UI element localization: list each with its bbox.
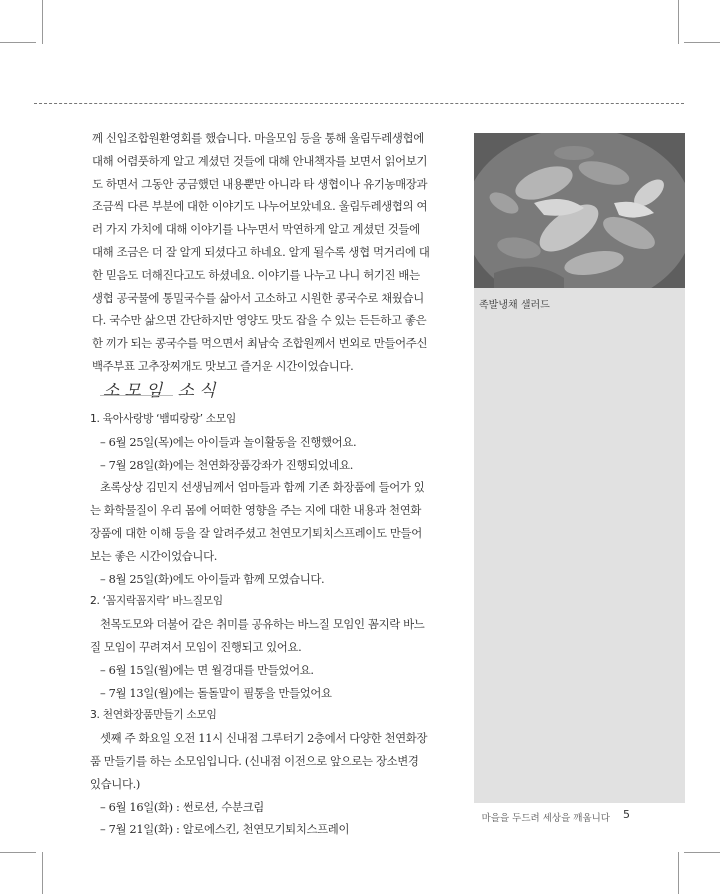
club-event-item: – 7월 21일(화) : 알로에스킨, 천연모기퇴치스프레이 <box>100 822 350 837</box>
intro-line: 다. 국수만 삶으면 간단하지만 영양도 맛도 잡을 수 있는 든든하고 좋은 <box>92 313 427 328</box>
club-title: 2. ‘꼼지락꼼지락’ 바느질모임 <box>90 594 223 608</box>
club-description-line: 품 만들기를 하는 소모임입니다. (신내점 이전으로 앞으로는 장소변경 <box>90 753 419 768</box>
club-description-line: 보는 좋은 시간이었습니다. <box>90 548 217 563</box>
club-event-item: – 8월 25일(화)에도 아이들과 함께 모였습니다. <box>100 571 325 586</box>
club-event-item: – 6월 25일(목)에는 아이들과 놀이활동을 진행했어요. <box>100 434 357 449</box>
club-event-item: – 6월 15일(월)에는 면 월경대를 만들었어요. <box>100 662 314 677</box>
club-title: 3. 천연화장품만들기 소모임 <box>90 708 217 722</box>
intro-line: 러 가지 가치에 대해 이야기를 나누면서 막연하게 알고 계셨던 것들에 <box>92 222 420 237</box>
crop-mark <box>42 0 43 44</box>
intro-paragraph <box>92 127 458 378</box>
header-dashed-rule <box>34 103 684 104</box>
club-description-line: 천목도모와 더불어 같은 취미를 공유하는 바느질 모임인 꼼지락 바느 <box>100 617 425 632</box>
intro-line: 께 신입조합원환영회를 했습니다. 마을모임 등을 통해 울림두레생협에 <box>92 131 424 145</box>
intro-line: 대해 조금은 더 잘 알게 되셨다고 하네요. 알게 될수록 생협 먹거리에 대 <box>92 244 430 259</box>
club-description-line: 장품에 대한 이해 등을 잘 알려주셨고 천연모기퇴치스프레이도 만들어 <box>90 525 422 540</box>
club-event-item: – 6월 16일(화) : 썬로션, 수분크림 <box>100 799 264 814</box>
club-event-item: – 7월 13일(월)에는 돌돌말이 필통을 만들었어요 <box>100 685 332 700</box>
club-description-line: 있습니다.) <box>90 776 140 791</box>
section-title: 소모임 소식 <box>103 381 221 401</box>
crop-mark <box>678 852 679 894</box>
intro-line: 생협 공국물에 통밀국수를 삶아서 고소하고 시원한 콩국수로 채웠습니 <box>92 290 424 305</box>
crop-mark <box>42 852 43 894</box>
crop-mark <box>678 0 679 44</box>
club-description-line: 는 화학물질이 우리 몸에 어떠한 영향을 주는 지에 대한 내용과 천연화 <box>90 503 422 518</box>
crop-mark <box>684 852 720 853</box>
intro-line: 조금씩 다른 부분에 대한 이야기도 나누어보았네요. 울림두레생협의 여 <box>92 199 428 214</box>
intro-line: 한 끼가 되는 콩국수를 먹으면서 최남숙 조합원께서 번외로 만들어주신 <box>92 336 428 351</box>
club-description-line: 셋째 주 화요일 오전 11시 신내점 그루터기 2층에서 다양한 천연화장 <box>100 731 428 746</box>
intro-line: 한 믿음도 더해진다고도 하셨네요. 이야기를 나누고 나니 허기진 배는 <box>92 267 420 282</box>
crop-mark <box>684 42 720 43</box>
crop-mark <box>0 42 36 43</box>
food-photo <box>474 133 685 288</box>
club-news-list <box>90 408 460 841</box>
club-description-line: 질 모임이 꾸려져서 모임이 진행되고 있어요. <box>90 639 302 654</box>
crop-mark <box>0 852 36 853</box>
club-title: 1. 육아사랑방 ‘뱀띠랑랑’ 소모임 <box>90 412 236 425</box>
page-number: 5 <box>623 808 630 821</box>
intro-line: 도 하면서 그동안 궁금했던 내용뿐만 아니라 타 생협이나 유기농매장과 <box>92 176 428 191</box>
footer-slogan: 마을을 두드려 세상을 깨웁니다 <box>481 813 610 824</box>
section-title-underline <box>100 395 173 396</box>
club-description-line: 초록상상 김민지 선생님께서 엄마들과 함께 기존 화장품에 들어가 있 <box>100 480 425 495</box>
intro-line: 백주부표 고추장찌개도 맛보고 즐거운 시간이었습니다. <box>92 358 354 373</box>
club-event-item: – 7월 28일(화)에는 천연화장품강좌가 진행되었네요. <box>100 457 353 472</box>
photo-caption: 족발냉채 샐러드 <box>479 300 550 311</box>
intro-line: 대해 어렴풋하게 알고 계셨던 것들에 대해 안내책자를 보면서 읽어보기 <box>92 153 428 168</box>
